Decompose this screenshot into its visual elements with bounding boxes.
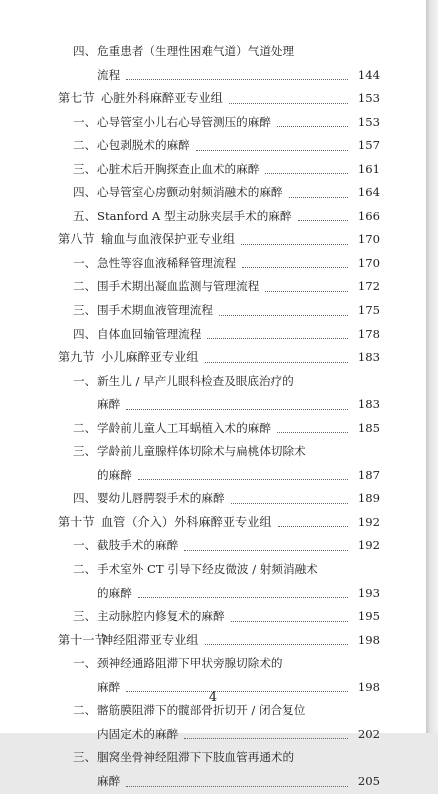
entry-title: 围手术期血液管理流程 — [97, 303, 213, 318]
entry-number: 二、 — [73, 562, 97, 577]
entry-title: 围手术期出凝血监测与管理流程 — [97, 279, 260, 294]
toc-entry — [58, 111, 380, 135]
entry-page-number: 187 — [357, 467, 380, 482]
entry-number: 四、 — [73, 185, 97, 200]
entry-number: 三、 — [73, 303, 97, 318]
toc-entry — [58, 770, 380, 794]
entry-title: 内固定术的麻醉 — [97, 726, 179, 741]
entry-number: 四、 — [73, 491, 97, 506]
entry-number: 二、 — [73, 703, 97, 718]
dot-leader — [207, 338, 348, 339]
entry-title: 心脏外科麻醉亚专业组 — [101, 91, 223, 106]
entry-number: 三、 — [73, 750, 97, 765]
entry-title: 小儿麻醉亚专业组 — [101, 350, 199, 365]
entry-number: 一、 — [73, 373, 97, 388]
entry-number: 三、 — [73, 444, 97, 459]
entry-page-number: 161 — [357, 161, 380, 176]
dot-leader — [138, 479, 348, 480]
entry-page-number: 170 — [357, 255, 380, 270]
toc-entry — [58, 370, 380, 394]
entry-number: 四、 — [73, 326, 97, 341]
toc-section — [58, 87, 380, 111]
entry-number: 第八节 — [58, 232, 95, 247]
entry-number: 五、 — [73, 208, 97, 223]
toc-section — [58, 629, 380, 653]
toc-section — [58, 511, 380, 535]
entry-page-number: 164 — [357, 185, 380, 200]
dot-leader — [138, 597, 348, 598]
entry-title: 心导管室心房颤动射频消融术的麻醉 — [97, 185, 283, 200]
entry-title: 主动脉腔内修复术的麻醉 — [97, 609, 225, 624]
entry-title: 自体血回输管理流程 — [97, 326, 202, 341]
toc-entry — [58, 487, 380, 511]
toc-entry — [58, 605, 380, 629]
entry-page-number: 166 — [357, 208, 380, 223]
toc-entry — [58, 40, 380, 64]
dot-leader — [242, 267, 348, 268]
dot-leader — [265, 291, 348, 292]
entry-page-number: 192 — [357, 514, 380, 529]
toc-entry — [58, 652, 380, 676]
dot-leader — [298, 220, 348, 221]
entry-title: 麻醉 — [97, 773, 121, 788]
toc-entry — [58, 440, 380, 464]
entry-title: 危重患者（生理性困难气道）气道处理 — [97, 44, 295, 58]
entry-title: 髂筋膜阻滞下的髋部骨折切开 / 闭合复位 — [97, 703, 306, 718]
entry-title: 心导管室小儿右心导管测压的麻醉 — [97, 114, 271, 129]
entry-number: 第七节 — [58, 91, 95, 106]
toc-entry — [58, 393, 380, 417]
entry-page-number: 175 — [357, 303, 380, 318]
dot-leader — [229, 103, 348, 104]
entry-page-number: 185 — [357, 420, 380, 435]
entry-page-number: 202 — [357, 726, 380, 741]
entry-number: 一、 — [73, 255, 97, 270]
entry-page-number: 192 — [357, 538, 380, 553]
entry-number: 一、 — [73, 114, 97, 129]
entry-title: 手术室外 CT 引导下经皮微波 / 射频消融术 — [97, 562, 318, 577]
entry-number: 一、 — [73, 656, 97, 671]
entry-title: 神经阻滞亚专业组 — [101, 632, 199, 647]
entry-page-number: 189 — [357, 491, 380, 506]
entry-title: 心包剥脱术的麻醉 — [97, 138, 190, 153]
page-edge — [426, 0, 438, 733]
entry-page-number: 205 — [357, 773, 380, 788]
toc-entry — [58, 746, 380, 770]
entry-title: Stanford A 型主动脉夹层手术的麻醉 — [97, 208, 292, 223]
entry-page-number: 183 — [357, 397, 380, 412]
entry-title: 颈神经通路阻滞下甲状旁腺切除术的 — [97, 656, 283, 671]
toc-entry — [58, 582, 380, 606]
dot-leader — [231, 503, 348, 504]
entry-page-number: 178 — [357, 326, 380, 341]
entry-title: 流程 — [97, 67, 121, 82]
dot-leader — [184, 550, 348, 551]
entry-title: 血管（介入）外科麻醉亚专业组 — [101, 514, 272, 529]
toc-entry — [58, 417, 380, 441]
toc-entry — [58, 534, 380, 558]
dot-leader — [219, 315, 348, 316]
entry-title: 的麻醉 — [97, 467, 132, 482]
toc-entry — [58, 181, 380, 205]
toc-entry — [58, 323, 380, 347]
toc-section — [58, 346, 380, 370]
entry-page-number: 198 — [357, 679, 380, 694]
entry-page-number: 153 — [357, 91, 380, 106]
entry-title: 婴幼儿唇腭裂手术的麻醉 — [97, 491, 225, 506]
dot-leader — [126, 786, 348, 787]
dot-leader — [205, 644, 348, 645]
dot-leader — [126, 409, 348, 410]
dot-leader — [277, 126, 348, 127]
dot-leader — [278, 526, 348, 527]
table-of-contents — [58, 40, 380, 794]
entry-title: 新生儿 / 早产儿眼科检查及眼底治疗的 — [97, 373, 294, 388]
entry-title: 腘窝坐骨神经阻滞下下肢血管再通术的 — [97, 750, 295, 765]
toc-entry — [58, 134, 380, 158]
entry-page-number: 183 — [357, 350, 380, 365]
toc-entry — [58, 205, 380, 229]
dot-leader — [126, 79, 348, 80]
toc-entry — [58, 464, 380, 488]
toc-entry — [58, 299, 380, 323]
page-number: 4 — [208, 690, 218, 705]
toc-entry — [58, 64, 380, 88]
entry-page-number: 144 — [357, 67, 380, 82]
dot-leader — [231, 621, 348, 622]
toc-entry — [58, 158, 380, 182]
dot-leader — [241, 244, 348, 245]
toc-section — [58, 228, 380, 252]
entry-title: 急性等容血液稀释管理流程 — [97, 255, 237, 270]
entry-number: 二、 — [73, 138, 97, 153]
entry-title: 截肢手术的麻醉 — [97, 538, 179, 553]
entry-page-number: 193 — [357, 585, 380, 600]
entry-title: 麻醉 — [97, 679, 121, 694]
dot-leader — [289, 197, 348, 198]
toc-entry — [58, 275, 380, 299]
dot-leader — [184, 738, 348, 739]
entry-title: 的麻醉 — [97, 585, 132, 600]
entry-number: 三、 — [73, 609, 97, 624]
toc-entry — [58, 252, 380, 276]
toc-entry — [58, 558, 380, 582]
entry-page-number: 172 — [357, 279, 380, 294]
entry-title: 输血与血液保护亚专业组 — [101, 232, 236, 247]
entry-title: 麻醉 — [97, 397, 121, 412]
dot-leader — [265, 173, 348, 174]
dot-leader — [196, 150, 348, 151]
entry-page-number: 170 — [357, 232, 380, 247]
dot-leader — [277, 432, 348, 433]
entry-page-number: 153 — [357, 114, 380, 129]
entry-title: 学龄前儿童人工耳蜗植入术的麻醉 — [97, 420, 271, 435]
entry-number: 一、 — [73, 538, 97, 553]
entry-number: 三、 — [73, 161, 97, 176]
entry-page-number: 157 — [357, 138, 380, 153]
entry-page-number: 198 — [357, 632, 380, 647]
entry-number: 第十节 — [58, 514, 95, 529]
entry-number: 第十一节 — [58, 632, 107, 647]
entry-title: 心脏术后开胸探查止血术的麻醉 — [97, 161, 260, 176]
entry-number: 二、 — [73, 420, 97, 435]
dot-leader — [205, 362, 348, 363]
toc-entry — [58, 723, 380, 747]
entry-number: 第九节 — [58, 350, 95, 365]
entry-number: 四、 — [73, 44, 97, 58]
entry-title: 学龄前儿童腺样体切除术与扁桃体切除术 — [97, 444, 306, 459]
entry-number: 二、 — [73, 279, 97, 294]
entry-page-number: 195 — [357, 609, 380, 624]
